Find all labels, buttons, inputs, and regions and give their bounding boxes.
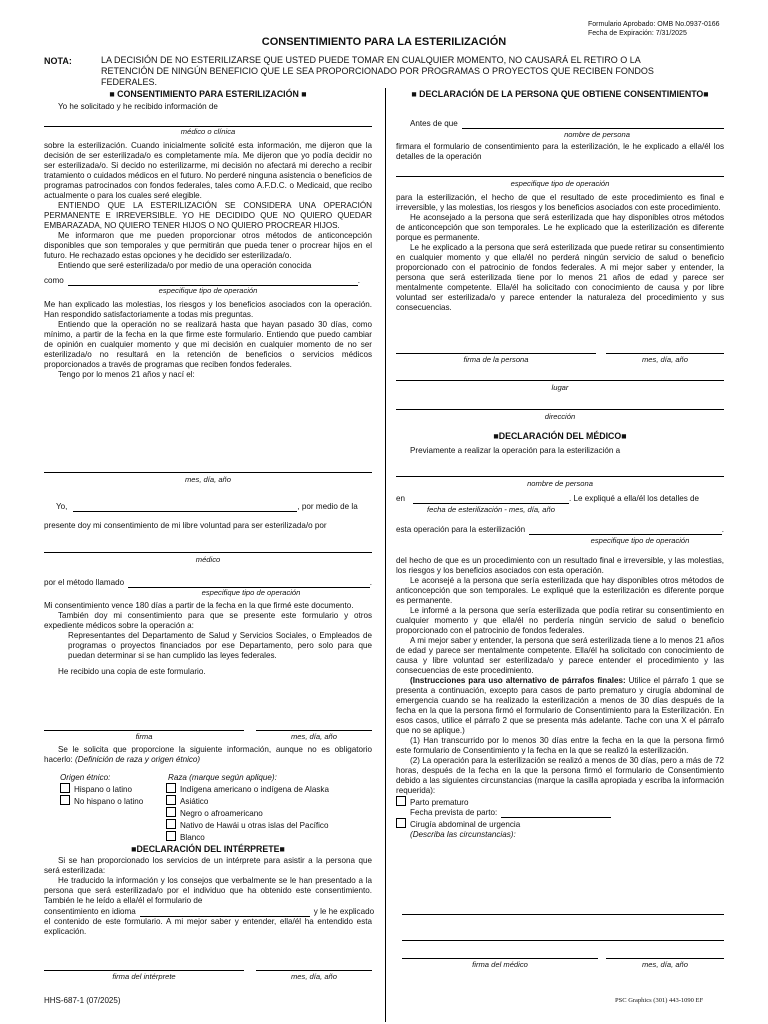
- left-column-top: ■ CONSENTIMIENTO PARA ESTERILIZACIÓN ■ Yo he solicitado y he recibido información de médico o clínica sobre la esterilización. Cuando inicialmente solicité esta información, me dijeron que la decisión de ser esterilizada/o es completamente mía. Me dijeron que yo podía decidir no ser esterilizada/o. Si decido no esterilizarme, mi decisión no afectará mi derecho a recibir tratamiento o cuidados médicos en el futuro. No perderé ninguna asistencia o beneficios de programas patrocinados con fondos federales, tales como A.F.D.C. o Medicaid, que recibo actualmente o para los cuales seré elegible. ENTIENDO QUE LA ESTERILIZACIÓN SE CONSIDERA UNA OPERACIÓN PERMANENTE E IRREVERSIBLE. YO HE DECIDIDO QUE NO QUIERO QUEDAR EMBARAZADA, NO QUIERO TENER HIJOS O NO QUIERO PROCREAR HIJOS. Me informaron que me pueden proporcionar otros métodos de anticoncepción disponibles que son temporales y que permitirán que pueda tener o procrear hijos en el futuro. He rechazado estas opciones y he decidido ser esterilizada/o. Entiendo que seré esterilizada/o por medio de una operación conocida como . especifique tipo de operación Me han explicado las molestias, los riesgos y los beneficios asociados con la operación. Han respondido satisfactoriamente a todas mis preguntas. Entiendo que la operación no se realizará hasta que hayan pasado 30 días, como mínimo, a partir de la fecha en la que firme este formulario. Entiendo que puedo cambiar de opinión en cualquier momento y que mi decisión en cualquier momento de no ser esterilizada/o no resultará en la retención de beneficios o servicios médicos proporcionados a través de programas que reciben fondos federales. Tengo por lo menos 21 años y nací el:: [44, 89, 372, 379]
- obtain-consent-heading-wrap: [396, 89, 724, 99]
- expiration-date: Fecha de Expiración: 7/31/2025: [588, 30, 687, 37]
- interpreter-date-field[interactable]: [256, 960, 372, 971]
- interpreter-closing: el contenido de este formulario. A mi mejor saber y entender, ella/él ha entendido esta explicación.: [44, 917, 372, 936]
- hispanic-checkbox[interactable]: [60, 783, 70, 793]
- asian-label: Asiático: [180, 797, 209, 806]
- obtain-consent-heading: ■ DECLARACIÓN DE LA PERSONA QUE OBTIENE CONSENTIMIENTO■: [411, 89, 709, 99]
- white-label: Blanco: [180, 833, 205, 842]
- obtain-paragraph-3: He aconsejado a la persona que será esterilizada que hay disponibles otros métodos de anticoncepción que son temporales. Le he explicado que la esterilización es diferente porque es permanente.: [396, 213, 724, 242]
- non-hispanic-label: No hispano o latino: [74, 797, 144, 806]
- paragraph-option-2[interactable]: (2) La operación para la esterilización se realizó a menos de 30 días, pero a más de 72 horas, después de la fecha en la que la persona firmó el formulario de Consentimiento debido a las siguientes circunstancias (marque la casilla apropiada y escriba la información requerida):: [396, 756, 724, 795]
- paragraph-operation: Entiendo que seré esterilizada/o por medio de una operación conocida: [58, 261, 312, 270]
- ethnic-origin-label: Origen étnico:: [60, 773, 111, 782]
- race-definition-link[interactable]: (Definición de raza y origen étnico): [75, 755, 201, 764]
- paragraph-expiry: Mi consentimiento vence 180 días a partir de la fecha en la que firmé este documento.: [44, 601, 354, 610]
- demographics-text: Se le solicita que proporcione la siguiente información, aunque no es obligatorio hacerlo:: [44, 745, 372, 764]
- pacific-checkbox[interactable]: [166, 819, 176, 829]
- physician-caption: médico: [195, 555, 221, 564]
- physician-field[interactable]: [44, 540, 372, 553]
- interpreter-signature-caption: firma del intérprete: [112, 972, 176, 981]
- doctor-clinic-field[interactable]: [44, 112, 372, 127]
- interpreter-date-caption: mes, día, año: [290, 972, 337, 981]
- interpreter-heading: ■DECLARACIÓN DEL INTÉRPRETE■: [131, 844, 285, 854]
- circumstances-line-2[interactable]: [402, 930, 724, 941]
- form-title: CONSENTIMIENTO PARA LA ESTERILIZACIÓN: [261, 36, 507, 48]
- sterilization-date-field[interactable]: [413, 493, 569, 504]
- hispanic-label: Hispano o latino: [74, 785, 133, 794]
- doctor-operation-field[interactable]: [529, 524, 722, 535]
- paragraph-records: También doy mi consentimiento para que se presente este formulario y otros expediente médicos sobre la operación a:: [44, 611, 372, 630]
- paragraph-alternatives: Me informaron que me pueden proporcionar otros métodos de anticoncepción disponibles que son temporales y que permitirán que pueda tener o procrear hijos en el futuro. He rechazado estas opciones y he decidido ser esterilizada/o.: [44, 231, 372, 260]
- due-date-label: Fecha prevista de parto:: [410, 808, 498, 817]
- nota-text: LA DECISIÓN DE NO ESTERILIZARSE QUE USTED PUEDE TOMAR EN CUALQUIER MOMENTO, NO CAUSARÁ EL RETIRO O LA RETENCIÓN DE NINGÚN BENEFICIO QUE LE SEA PROPORCIONADO POR PROGRAMAS O PROYECTOS QUE RECIBEN FONDOS FEDERALES.: [101, 55, 654, 87]
- doctor-operation-caption: especifique tipo de operación: [590, 536, 690, 545]
- signature-date-caption: mes, día, año: [290, 732, 337, 741]
- interpreter-paragraph: He traducido la información y los consejos que verbalmente se le han presentado a la persona que será esterilizada/o por el individuo que ha obtenido este consentimiento. También le he leído a ella/él el formulario de: [44, 876, 372, 905]
- nota-label: NOTA:: [44, 56, 72, 66]
- race-option-white[interactable]: [166, 831, 376, 843]
- doctor-paragraph-3: del hecho de que es un procedimiento con un resultado final e irreversible, y las molestias, los riesgos y los beneficios asociados con esta operación.: [396, 556, 724, 575]
- por-medio-label: , por medio de la: [297, 502, 358, 511]
- doctor-paragraph-4: Le aconsejé a la persona que sería esterilizada que hay disponibles otros métodos de anticoncepción que son temporales. Le expliqué que la esterilización es diferente porque es permanente.: [396, 576, 724, 605]
- signature-field[interactable]: [44, 718, 244, 731]
- patient-name-field[interactable]: [73, 500, 297, 512]
- method-field[interactable]: [128, 576, 370, 588]
- instructions-text: Utilice el párrafo 1 que se presenta a continuación, excepto para casos de parto prematuro y cirugía abdominal de emergencia cuando se ha realizado la esterilización a menos de 30 días después de la fecha en la que la persona firmó el formulario de Consentimiento para la Esterilización. En esos casos, utilice el párrafo 2 que se presenta más adelante. Tache con una X el párrafo que no se aplique.): [396, 676, 725, 735]
- como-label: como: [44, 276, 64, 285]
- doctor-paragraph-6: A mi mejor saber y entender, la persona que será esterilizada tiene a lo menos 21 años de edad y parece ser mentalmente competente. Ella/él ha solicitado con conocimiento de causa y libre voluntad ser esterilizada/o y parece entender el procedimiento y las consecuencias de este procedimiento.: [396, 636, 724, 675]
- obtain-paragraph-4: Le he explicado a la persona que será esterilizada que puede retirar su consentimiento en cualquier momento y que ella/él no perderá ningún servicio de salud o beneficio proporcionado con el patrocinio de fondos federales. A mi mejor saber y entender, la persona que será esterilizada tiene por lo menos 21 años de edad y parece ser mentalmente competente. Ella/él ha solicitado con conocimiento de causa y por libre voluntad ser esterilizada/o y parece entender la naturaleza del procedimiento y sus consecuencias.: [396, 243, 724, 312]
- yo-label: Yo,: [56, 502, 68, 511]
- left-column-middle: [44, 601, 372, 677]
- race-option-native[interactable]: [166, 783, 376, 795]
- doctor-paragraph-1: Previamente a realizar la operación para la esterilización a: [410, 446, 621, 455]
- language-field[interactable]: [140, 906, 310, 917]
- interpreter-signature-field[interactable]: [44, 960, 244, 971]
- sterilization-date-caption: fecha de esterilización - mes, día, año: [427, 505, 555, 514]
- origin-option-hispanic[interactable]: [60, 783, 180, 795]
- race-option-pacific[interactable]: [166, 819, 376, 831]
- doctor-paragraph-5: Le informé a la persona que sería esterilizada que podía retirar su consentimiento en cualquier momento y que ella/él no perdería ningún servicio de salud o beneficio proporcionado con el patrocinio de fondos federales.: [396, 606, 724, 635]
- this-operation-label: esta operación para la esterilización: [396, 525, 526, 534]
- premature-checkbox[interactable]: [396, 796, 406, 806]
- place-caption: lugar: [551, 383, 569, 392]
- premature-option[interactable]: [396, 796, 724, 808]
- origin-option-non-hispanic[interactable]: [60, 795, 180, 807]
- white-checkbox[interactable]: [166, 831, 176, 841]
- method-label: por el método llamado: [44, 578, 125, 587]
- doctor-signature-field[interactable]: [402, 948, 598, 959]
- person-date-caption: mes, día, año: [641, 355, 688, 364]
- column-divider: [385, 88, 386, 1022]
- signature-caption: firma: [135, 732, 153, 741]
- black-checkbox[interactable]: [166, 807, 176, 817]
- circumstances-line-1[interactable]: [402, 904, 724, 915]
- asian-checkbox[interactable]: [166, 795, 176, 805]
- address-caption: dirección: [544, 412, 576, 421]
- doctor-section-top: [396, 431, 724, 456]
- person-name-caption: nombre de persona: [564, 130, 630, 139]
- method-caption: especifique tipo de operación: [201, 588, 301, 597]
- premature-label: Parto prematuro: [410, 798, 469, 807]
- race-group: [166, 773, 376, 843]
- consent-statement: presente doy mi consentimiento de mi libre voluntad para ser esterilizada/o por: [44, 521, 327, 530]
- requested-info-text: Yo he solicitado y he recibido información de: [58, 102, 218, 111]
- doctor-date-field[interactable]: [606, 948, 724, 959]
- obtain-operation-field[interactable]: [396, 166, 724, 177]
- obtain-paragraph-1: firmara el formulario de consentimiento para la esterilización, le he explicado a ella/él los detalles de la operación: [396, 142, 724, 161]
- doctor-signature-caption: firma del médico: [472, 960, 528, 969]
- native-checkbox[interactable]: [166, 783, 176, 793]
- signature-date-field[interactable]: [256, 718, 372, 731]
- doctor-heading: ■DECLARACIÓN DEL MÉDICO■: [493, 431, 627, 441]
- paragraph-copy: He recibido una copia de este formulario.: [58, 667, 206, 676]
- doctor-patient-name-field[interactable]: [396, 466, 724, 477]
- race-label: Raza (marque según aplique):: [168, 773, 277, 782]
- obtain-body: [396, 193, 724, 313]
- emergency-surgery-option[interactable]: [396, 818, 724, 830]
- operation-type-field[interactable]: [68, 273, 358, 286]
- doctor-clinic-caption: médico o clínica: [180, 127, 236, 136]
- explained-details-label: . Le expliqué a ella/él los detalles de: [569, 494, 700, 503]
- operation-type-caption: especifique tipo de operación: [158, 286, 258, 295]
- paragraph-age: Tengo por lo menos 21 años y nací el:: [58, 370, 195, 379]
- paragraph-decision: sobre la esterilización. Cuando inicialmente solicité esta información, me dijeron que la decisión de ser esterilizada/o es completamente mía. Me dijeron que yo podía decidir no ser esterilizada/o. Si decido no esterilizarme, mi decisión no afectará mi derecho a recibir tratamiento o cuidados médicos en el futuro. No perderé ninguna asistencia o beneficios de programas patrocinados con fondos federales, tales como A.F.D.C. o Medicaid, que recibo actualmente o para los cuales seré elegible.: [44, 141, 372, 200]
- doctor-body: [396, 556, 724, 840]
- race-option-asian[interactable]: [166, 795, 376, 807]
- paragraph-risks: Me han explicado las molestias, los riesgos y los beneficios asociados con la operación. Han respondido satisfactoriamente a todas mis preguntas.: [44, 300, 372, 319]
- person-signature-caption: firma de la persona: [463, 355, 529, 364]
- consent-heading: ■ CONSENTIMIENTO PARA ESTERILIZACIÓN ■: [109, 89, 307, 99]
- paragraph-permanent: ENTIENDO QUE LA ESTERILIZACIÓN SE CONSIDERA UNA OPERACIÓN PERMANENTE E IRREVERSIBLE. YO HE DECIDIDO QUE NO QUIERO QUEDAR EMBARAZADA, NO QUIERO TENER HIJOS O NO QUIERO PROCREAR HIJOS.: [44, 201, 372, 230]
- native-label: Indígena americano o indígena de Alaska: [180, 785, 329, 794]
- explained-label: y le he explicado: [313, 907, 375, 916]
- race-option-black[interactable]: [166, 807, 376, 819]
- paragraph-option-1[interactable]: (1) Han transcurrido por lo menos 30 días entre la fecha en la que la persona firmó este formulario de Consentimiento y la fecha en la que se realizó la esterilización.: [396, 736, 724, 755]
- interpreter-section: [44, 844, 375, 937]
- consent-form-page: Formulario Aprobado: OMB No.0937-0166 Fecha de Expiración: 7/31/2025 CONSENTIMIENTO PARA LA ESTERILIZACIÓN NOTA: LA DECISIÓN DE NO ESTERILIZARSE QUE USTED PUEDE TOMAR EN CUALQUIER MOMENTO, NO CAUSARÁ EL RETIRO O LA RETENCIÓN DE NINGÚN BENEFICIO QUE LE SEA PROPORCIONADO POR PROGRAMAS O PROYECTOS QUE RECIBEN FONDOS FEDERALES. ■ CONSENTIMIENTO PARA ESTERILIZACIÓN ■ Yo he solicitado y he recibido información de médico o clínica sobre la esterilización. Cuando inicialmente solicité esta información, me dijeron que la decisión de ser esterilizada/o es completamente mía. Me dijeron que yo podía decidir no ser esterilizada/o. Si decido no esterilizarme, mi decisión no afectará mi derecho a recibir tratamiento o cuidados médicos en el futuro. No perderé ninguna asistencia o beneficios de programas patrocinados con fondos federales, tales como A.F.D.C. o Medicaid, que recibo actualmente o para los cuales seré elegible. ENTIENDO QUE LA ESTERILIZACIÓN SE CONSIDERA UNA OPERACIÓN PERMANENTE E IRREVERSIBLE. YO HE DECIDIDO QUE NO QUIERO QUEDAR EMBARAZADA, NO QUIERO TENER HIJOS O NO QUIERO PROCREAR HIJOS. Me informaron que me pueden proporcionar otros métodos de anticoncepción disponibles que son temporales y que permitirán que pueda tener o procrear hijos en el futuro. He rechazado estas opciones y he decidido ser esterilizada/o. Entiendo que seré esterilizada/o por medio de una operación conocida como . especifique tipo de operación Me han explicado las molestias, los riesgos y los beneficios asociados con la operación. Han respondido satisfactoriamente a todas mis preguntas. Entiendo que la operación no se realizará hasta que hayan pasado 30 días, como mínimo, a partir de la fecha en la que firme este formulario. Entiendo que puedo cambiar de opinión en cualquier momento y que mi decisión en cualquier momento de no ser esterilizada/o no resultará en la retención de beneficios o servicios médicos proporcionados a través de programas que reciben fondos federales. Tengo por lo menos 21 años y nací el: mes, día, año Yo, , por medio de la presente doy mi consentimiento de mi libre voluntad para ser esterilizada/o por médico por el método llamado . especifique tipo de operación Mi consentimiento vence 180 días a partir de la fecha en la que firmé este documento. También doy mi consentimiento para que se presente este formulario y otros expediente médicos sobre la operación a: Representantes del Departamento de Salud y Servicios Sociales, o Empleados de programas o proyectos financiados por ese Departamento, pero solo para que puedan determinar si se han cumplido las leyes federales. He recibido una copia de este formulario. firma mes, día, año Se le solicita que proporcione la siguiente información, aunque no es obligatorio hacerlo: (Definición de raza y origen étnico) Origen étnico: Hispano o latino No hispano o latino Raza (marque según aplique): Indígena americano o indígena de Alaska Asiático Negro o afroamericano Nativo de Hawái u otras islas del Pacífico Blanco ■DECLARACIÓN DEL INTÉRPRETE■ Si se han proporcionado los servicios de un intérprete para asistir a la persona que será esterilizada: He traducido la información y los consejos que verbalmente se le han presentado a la persona que será esterilizada/o por el individuo que ha obtenido este consentimiento. También le he leído a ella/él el formulario de consentimiento en idioma y le he explicado el contenido de este formulario. A mi mejor saber y entender, ella/él ha entendido esta explicación. firma del intérprete mes, día, año ■ DECLARACIÓN DE LA PERSONA QUE OBTIENE CONSENTIMIENTO■ Antes de que nombre de persona firmara el formulario de consentimiento para la esterilización, le he explicado a ella/él los detalles de la operación especifique tipo de operación para la esterilización, el hecho de que el resultado de este procedimiento es final e irreversible, y las molestias, los riesgos y los beneficios asociados con este procedimiento. He aconsejado a la persona que será esterilizada que hay disponibles otros métodos de anticoncepción que son temporales. Le he explicado que la esterilización es diferente porque es permanente. Le he explicado a la persona que será esterilizada que puede retirar su consentimiento en cualquier momento y que ella/él no perderá ningún servicio de salud o beneficio proporcionado con el patrocinio de fondos federales. A mi mejor saber y entender, la persona que será esterilizada tiene por lo menos 21 años de edad y parece ser mentalmente competente. Ella/él ha solicitado con conocimiento de causa y por libre voluntad ser esterilizada/o y parece entender la naturaleza del procedimiento y sus consecuencias. firma de la persona mes, día, año lugar dirección ■DECLARACIÓN DEL MÉDICO■ Previamente a realizar la operación para la esterilización a nombre de persona en . Le expliqué a ella/él los detalles de fecha de esterilización - mes, día, año esta operación para la esterilización . especifique tipo de operación del hecho de que es un procedimiento con un resultado final e irreversible, y las molestias, los riesgos y los beneficios asociados con esta operación. Le aconsejé a la persona que sería esterilizada que hay disponibles otros métodos de anticoncepción que son temporales. Le expliqué que la esterilización es diferente porque es permanente. Le informé a la persona que sería esterilizada que podía retirar su consentimiento en cualquier momento y que ella/él no perdería ningún servicio de salud o beneficio proporcionado con el patrocinio de fondos federales. A mi mejor saber y entender, la persona que será esterilizada tiene a lo menos 21 años de edad y parece ser mentalmente competente. Ella/él ha solicitado con conocimiento de causa y libre voluntad ser esterilizada/o y parece entender el procedimiento y las consecuencias de este procedimiento. (Instrucciones para uso alternativo de párrafos finales: Utilice el párrafo 1 que se presenta a continuación, excepto para casos de parto prematuro y cirugía abdominal de emergencia cuando se ha realizado la esterilización a menos de 30 días después de la fecha en la que la persona firmó el formulario de Consentimiento para la Esterilización. En esos casos, utilice el párrafo 2 que se presenta más adelante. Tache con una X el párrafo que no se aplique.) (1) Han transcurrido por lo menos 30 días entre la fecha en la que la persona firmó este formulario de Consentimiento y la fecha en la que se realizó la esterilización. (2) La operación para la esterilización se realizó a menos de 30 días, pero a más de 72 horas, después de la fecha en la que la persona firmó el formulario de Consentimiento debido a las siguientes circunstancias (marque la casilla apropiada y escriba la información requerida): Parto prematuro Fecha prevista de parto: Cirugía abdominal de urgencia (Describa las circunstancias): firma del médico mes, día, año HHS-687-1 (07/2025) PSC Graphics (301) 443-1090 EF: [0, 0, 768, 1024]
- due-date-field[interactable]: [501, 808, 611, 818]
- ethnic-origin-group: [60, 773, 180, 807]
- form-code: HHS-687-1 (07/2025): [44, 996, 121, 1005]
- emergency-surgery-label: Cirugía abdominal de urgencia: [410, 820, 521, 829]
- paragraph-30-days: Entiendo que la operación no se realizará hasta que hayan pasado 30 días, como mínimo, a partir de la fecha en la que firme este formulario. Entiendo que puedo cambiar de opinión en cualquier momento y que mi decisión en cualquier momento de no ser esterilizada/o no resultará en la retención de beneficios o servicios médicos proporcionados a través de programas que reciben fondos federales.: [44, 320, 372, 369]
- demographics-intro: [44, 745, 372, 765]
- non-hispanic-checkbox[interactable]: [60, 795, 70, 805]
- instructions-bold: (Instrucciones para uso alternativo de párrafos finales:: [410, 676, 626, 685]
- obtain-operation-caption: especifique tipo de operación: [510, 179, 610, 188]
- address-field[interactable]: [396, 399, 724, 410]
- describe-label: (Describa las circunstancias):: [410, 830, 516, 839]
- omb-number: Formulario Aprobado: OMB No.0937-0166: [588, 21, 720, 28]
- antes-label: Antes de que: [410, 119, 458, 128]
- black-label: Negro o afroamericano: [180, 809, 263, 818]
- emergency-surgery-checkbox[interactable]: [396, 818, 406, 828]
- birth-date-field[interactable]: [44, 460, 372, 473]
- person-signature-field[interactable]: [396, 343, 596, 354]
- en-label: en: [396, 494, 406, 503]
- language-label: consentimiento en idioma: [44, 907, 136, 916]
- pacific-label: Nativo de Hawái u otras islas del Pacífico: [180, 821, 329, 830]
- person-name-field[interactable]: [462, 118, 724, 129]
- interpreter-intro: Si se han proporcionado los servicios de un intérprete para asistir a la persona que será esterilizada:: [44, 856, 372, 875]
- birth-date-caption: mes, día, año: [184, 475, 231, 484]
- doctor-date-caption: mes, día, año: [641, 960, 688, 969]
- person-date-field[interactable]: [606, 343, 724, 354]
- paragraph-representatives: Representantes del Departamento de Salud y Servicios Sociales, o Empleados de programas o proyectos financiados por ese Departamento, pero solo para que puedan determinar si se han cumplido las leyes federales.: [68, 631, 372, 660]
- doctor-patient-name-caption: nombre de persona: [527, 479, 593, 488]
- printer-info: PSC Graphics (301) 443-1090 EF: [615, 997, 704, 1004]
- obtain-paragraph-2: para la esterilización, el hecho de que el resultado de este procedimiento es final e irreversible, y las molestias, los riesgos y los beneficios asociados con este procedimiento.: [396, 193, 724, 212]
- place-field[interactable]: [396, 370, 724, 381]
